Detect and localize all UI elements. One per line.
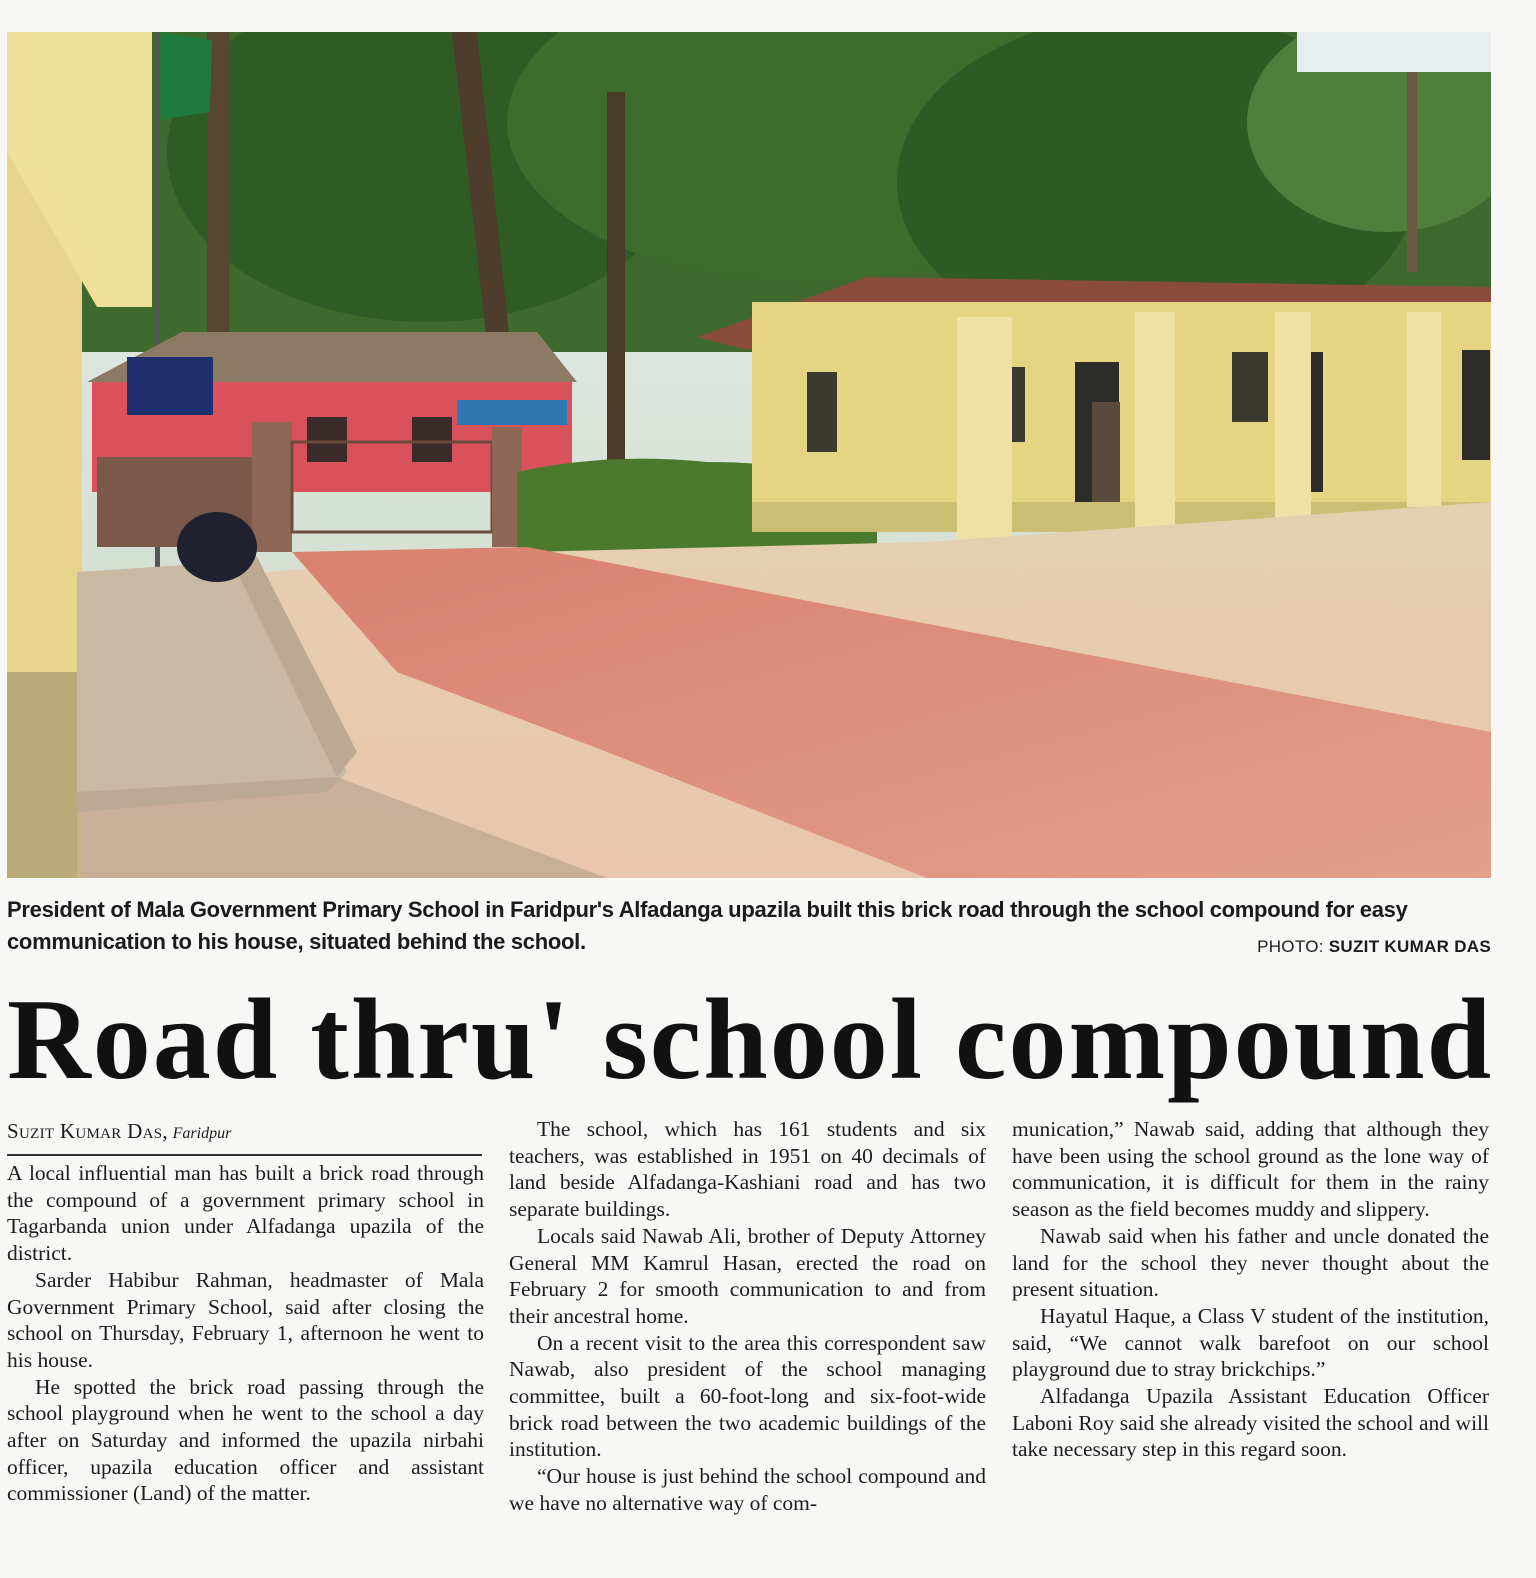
photo-caption: President of Mala Government Primary School in Faridpur's Alfadanga upazila built this brick road through the school compound for easy communication to his house, situated behind the school. — [7, 897, 1408, 954]
photo-illustration — [7, 32, 1491, 878]
headline: Road thru' school compound — [7, 976, 1494, 1104]
paragraph: On a recent visit to the area this correspondent saw Nawab, also president of the school managing committee, built a 60-foot-long and six-foot-wide brick road between the two academic buildings of the institution. — [509, 1330, 986, 1462]
paragraph: Locals said Nawab Ali, brother of Deputy Attorney General MM Kamrul Hasan, erected the road on February 2 for smooth communication to and from their ancestral home. — [509, 1223, 986, 1328]
paragraph: munication,” Nawab said, adding that although they have been using the school ground as the lone way of communication, it is difficult for them in the rainy season as the field becomes muddy and slippery. — [1012, 1117, 1489, 1222]
byline — [7, 1117, 482, 1156]
paragraph: Hayatul Haque, a Class V student of the institution, said, “We cannot walk barefoot on our school playground due to stray brickchips.” — [1012, 1303, 1489, 1382]
paragraph: A local influential man has built a brick road through the compound of a government primary school in Tagarbanda union under Alfadanga upazila of the district. — [7, 1161, 484, 1266]
article-column-1 — [7, 1160, 484, 1507]
byline-author: Suzit Kumar Das, — [7, 1119, 168, 1143]
paragraph: He spotted the brick road passing through the school playground when he went to the school a day after on Saturday and informed the upazila nirbahi officer, upazila education officer and assistant commissioner (Land) of the matter. — [7, 1374, 484, 1506]
paragraph: “Our house is just behind the school compound and we have no alternative way of com- — [509, 1464, 986, 1515]
article-column-3 — [1012, 1116, 1489, 1463]
byline-place: Faridpur — [172, 1125, 232, 1142]
paragraph: Nawab said when his father and uncle donated the land for the school they never thought about the present situation. — [1012, 1223, 1489, 1302]
photo-credit-name: SUZIT KUMAR DAS — [1328, 937, 1491, 956]
paragraph: The school, which has 161 students and six teachers, was established in 1951 on 40 decimals of land beside Alfadanga-Kashiani road and has two separate buildings. — [509, 1117, 986, 1222]
paragraph: Alfadanga Upazila Assistant Education Officer Laboni Roy said she already visited the school and will take necessary step in this regard soon. — [1012, 1384, 1489, 1462]
article-column-2 — [509, 1116, 986, 1517]
photo-credit-label: PHOTO: — [1257, 937, 1324, 956]
school-compound-photo — [7, 32, 1491, 878]
paragraph: Sarder Habibur Rahman, headmaster of Mala Government Primary School, said after closing the school on Thursday, February 1, afternoon he went to his house. — [7, 1267, 484, 1372]
photo-credit — [1257, 937, 1491, 957]
